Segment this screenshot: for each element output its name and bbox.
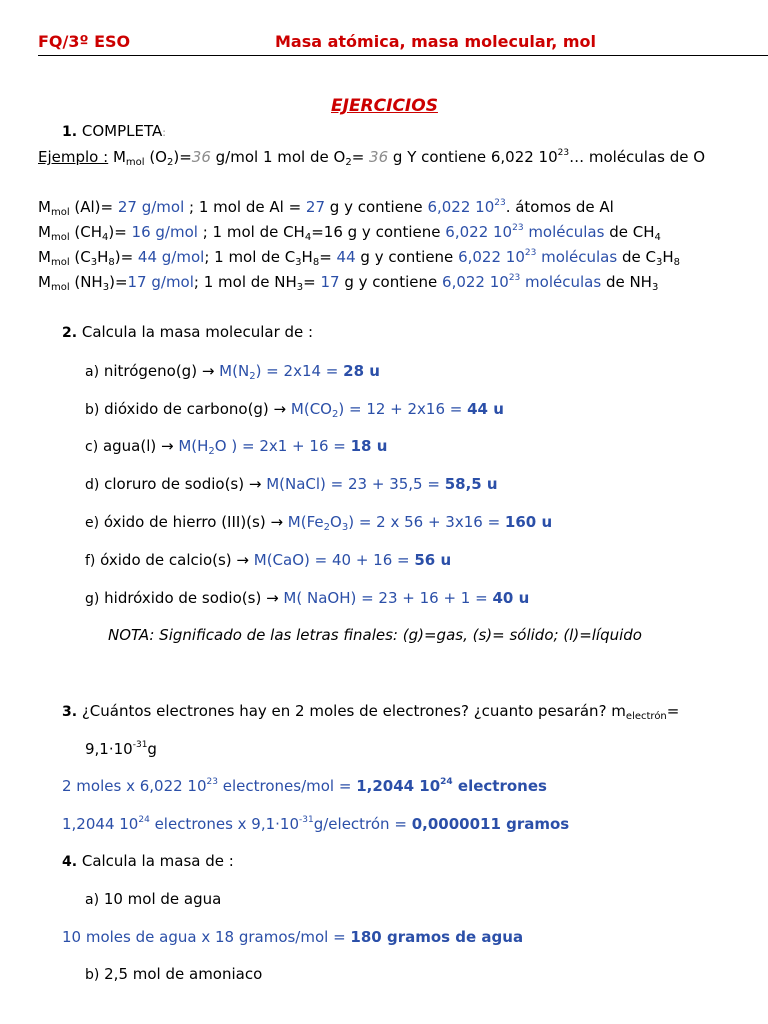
section-title: EJERCICIOS [331, 96, 438, 116]
exercise-1-row-c3h8: $M_{mol}$ $(C_3H_8)= 44$ g/mol; 1 mol de $C_3H_8= 44$ g y contiene 6,022 $10^{23}$ moléculas de $C_3H_8$ [38, 248, 680, 268]
exercise-1-example: Ejemplo : $M_{mol}$ $(O_2)=36$ g/mol 1 mol de $O_2= 36$ g Y contiene 6,022 $10^{23}\dots$ moléculas de O [38, 148, 706, 168]
exercise-2-item-b: b) dióxido de carbono(g) → $M(CO_2) = 12 + 2x16 = 44$ u [85, 400, 504, 420]
exercise-2-item-f: f) óxido de calcio(s) → M(CaO) = 40 + 16 = 56 u [85, 551, 452, 569]
exercise-2-heading: 2. Calcula la masa molecular de : [62, 323, 314, 341]
exercise-1-row-ch4: $M_{mol}$ $(CH_4)= 16$ g/mol ; 1 mol de $CH_4=16$ g y contiene 6,022 $10^{23}$ moléculas de $CH_4$ [38, 223, 661, 243]
exercise-2-item-d: d) cloruro de sodio(s) → M(NaCl) = 23 + 35,5 = 58,5 u [85, 475, 498, 493]
exercise-2-item-g: g) hidróxido de sodio(s) → M( NaOH) = 23 + 16 + 1 = 40 u [85, 589, 530, 607]
exercise-2-item-e: e) óxido de hierro $(III)(s) \to M(Fe_2O_3) = 2$ x 56 + 3x16 = 160 u [85, 513, 553, 533]
exercise-4-item-b: b) 2,5 mol de amoniaco [85, 965, 263, 983]
header-title: Masa atómica, masa molecular, mol [275, 32, 596, 51]
exercise-4-item-a: a) 10 mol de agua [85, 890, 222, 908]
exercise-4-answer-a: 10 moles de agua x 18 gramos/mol = 180 gramos de agua [62, 928, 524, 946]
exercise-2-item-c: c) agua(l) → $M(H_2O$ ) = 2x1 + 16 = 18 u [85, 437, 388, 457]
exercise-1-row-nh3: $M_{mol}$ $(NH_3)=17$ g/mol; 1 mol de $NH_3= 17$ g y contiene 6,022 $10^{23}$ moléculas de $NH_3$ [38, 273, 659, 293]
exercise-4-heading: 4. Calcula la masa de : [62, 852, 234, 870]
exercise-1-heading: 1. COMPLETA: [62, 122, 166, 140]
header-divider [38, 55, 768, 56]
exercise-3-heading: 3. ¿Cuántos electrones hay en 2 moles de electrones? ¿cuanto pesarán? $m_{electrón}=$ [62, 702, 680, 722]
header-left: FQ/3º ESO [38, 32, 131, 51]
exercise-3-answer-2: 1,2044 $10^{24}$ electrones x $9,1\cdot 10^{-31}g$/electrón = 0,0000011 gramos [62, 815, 570, 833]
exercise-1-row-al: $M_{mol}$ (Al)= 27 g/mol ; 1 mol de Al = 27 g y contiene 6,022 $10^{23}$. átomos de Al [38, 198, 614, 218]
exercise-3-answer-1: 2 moles x 6,022 $10^{23}$ electrones/mol = 1,2044 $10^{24}$ electrones [62, 777, 547, 795]
exercise-3-mass-value: $9,1\cdot 10^{-31}g$ [85, 740, 157, 758]
exercise-2-note: NOTA: Significado de las letras finales: (g)=gas, (s)= sólido; (l)=líquido [108, 626, 642, 644]
exercise-2-item-a: a) nitrógeno(g) → $M(N_2) = 2x14 = 28$ u [85, 362, 380, 382]
